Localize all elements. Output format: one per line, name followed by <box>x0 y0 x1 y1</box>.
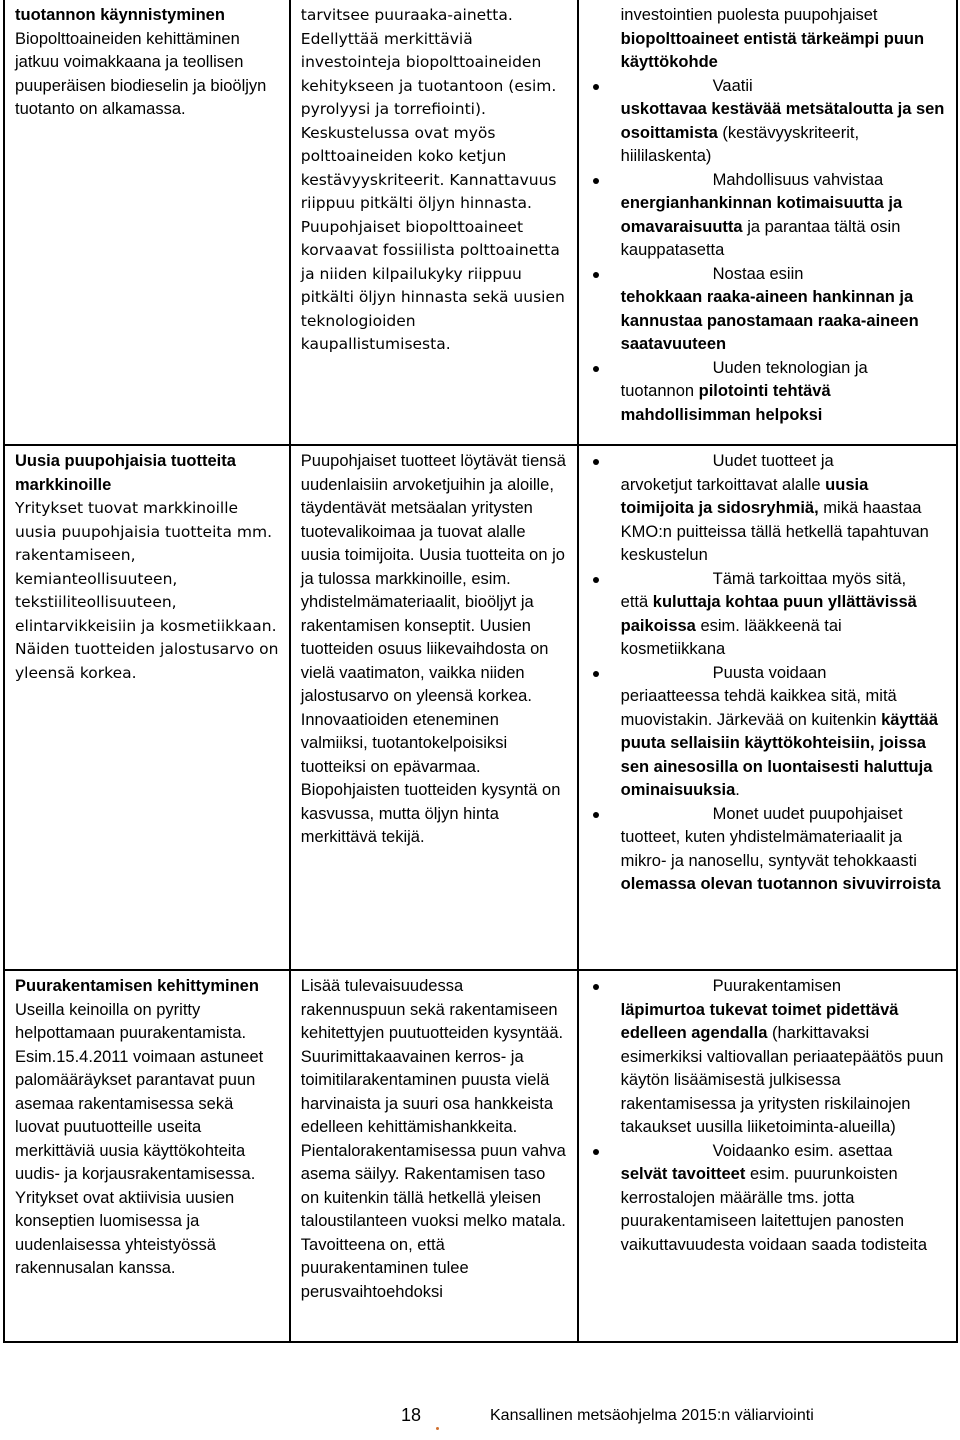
table-cell-impact <box>290 970 578 1342</box>
list-item: Puurakentamisen läpimurtoa tukevat toimet pidettävä edelleen agendalla (harkittavaksi esimerkiksi valtiovallan periaatepäätös puun käytön lisäämisestä julkisessa rakentamisessa ja yritysten riskilainojen takaukset uusilla liiketoiminta-alueilla) <box>589 975 946 1140</box>
document-table <box>3 0 958 1343</box>
table-cell-change <box>4 445 290 970</box>
bullet-icon <box>593 84 599 90</box>
list-item: Voidaanko esim. asettaa selvät tavoitteet esim. puurunkoisten kerrostalojen määrälle tms. jotta puurakentamiseen laitettujen panosten vaikuttavuudesta voidaan saada todisteita <box>589 1140 946 1258</box>
page-footer <box>0 1405 960 1431</box>
row-description: Useilla keinoilla on pyritty helpottamaan puurakentamista. Esim.15.4.2011 voimaan astuneet palomääräykset parantavat puun asemaa rakentamisessa sekä luovat puutuotteille useita merkittäviä uusia käyttökohteita uudis- ja korjausrakentamisessa. Yritykset ovat aktiivisia uusien konseptien luomisessa ja uudenlaisessa yhteistyössä rakennusalan kanssa. <box>15 1000 264 1277</box>
impact-text: tarvitsee puuraaka-ainetta. Edellyttää merkittäviä investointeja biopolttoaineiden kehitykseen ja tuotantoon (esim. pyrolyysi ja torrefiointi). Keskustelussa ovat myös polttoaineiden koko ketjun kestävyyskriteerit. Kannattavuus riippuu pitkälti öljyn hinnasta. Puupohjaiset biopolttoaineet korvaavat fossiilista polttoainetta ja niiden kilpailukyky riippuu pitkälti öljyn hinnasta sekä uusien teknologioiden kaupallistumisesta. <box>300 6 565 353</box>
row-title: Uusia puupohjaisia tuotteita markkinoille <box>15 452 236 494</box>
table-cell-impact <box>290 445 578 970</box>
row-title: tuotannon käynnistyminen <box>15 6 225 24</box>
list-item: Monet uudet puupohjaiset tuotteet, kuten yhdistelmämateriaalit ja mikro- ja nanosellu, syntyvät tehokkaasti olemassa olevan tuotannon sivuvirroista <box>589 803 946 897</box>
conclusion-intro: investointien puolesta puupohjaiset biopolttoaineet entistä tärkeämpi puun käyttökohde <box>620 6 925 71</box>
bullet-icon <box>593 577 599 583</box>
list-item: Puusta voidaan periaatteessa tehdä kaikkea sitä, mitä muovistakin. Järkevää on kuitenkin käyttää puuta sellaisiin käyttökohteisiin, joissa sen ainesosilla on luontaisesti haluttuja ominaisuuksia. <box>589 662 946 803</box>
footer-title: Kansallinen metsäohjelma 2015:n väliarviointi <box>490 1407 814 1424</box>
bullet-icon <box>593 812 599 818</box>
row-title: Puurakentamisen kehittyminen <box>15 977 259 995</box>
conclusion-list <box>589 975 946 1257</box>
row-description: Biopolttoaineiden kehittäminen jatkuu voimakkaana ja teollisen puuperäisen biodieselin ja bioöljyn tuotanto on alkamassa. <box>15 29 267 118</box>
page-number: 18 <box>401 1405 422 1425</box>
list-item: Vaatii uskottavaa kestävää metsätaloutta ja sen osoittamista (kestävyyskriteerit, hiililaskenta) <box>589 75 946 169</box>
conclusion-list <box>589 450 946 897</box>
bullet-icon <box>593 984 599 990</box>
table-cell-conclusions <box>578 0 957 445</box>
table-cell-conclusions <box>578 445 957 970</box>
table-row <box>4 970 957 1342</box>
list-item: Nostaa esiin tehokkaan raaka-aineen hankinnan ja kannustaa panostamaan raaka-aineen saatavuuteen <box>589 263 946 357</box>
list-item: Tämä tarkoittaa myös sitä, että kuluttaja kohtaa puun yllättävissä paikoissa esim. lääkkeenä tai kosmetiikkana <box>589 568 946 662</box>
list-item: Uuden teknologian ja tuotannon pilotointi tehtävä mahdollisimman helpoksi <box>589 357 946 428</box>
bullet-icon <box>593 178 599 184</box>
table-cell-conclusions <box>578 970 957 1342</box>
impact-text: Puupohjaiset tuotteet löytävät tiensä uudenlaisiin arvoketjuihin ja aloille, täydentävät metsäalan yritysten tuotevalikoimaa ja tuovat alalle uusia toimijoita. Uusia tuotteita on jo ja tulossa markkinoille, esim. yhdistelmämateriaalit, bioöljyt ja rakentamisen konseptit. Uusien tuotteiden osuus liikevaihdosta on vielä vaatimaton, vaikka niiden jalostusarvo on yleensä korkea. Innovaatioiden eteneminen valmiiksi, tuotantokelpoisiksi tuotteiksi on epävarmaa. Biopohjaisten tuotteiden kysyntä on kasvussa, mutta öljyn hinta merkittävä tekijä. <box>300 452 566 846</box>
bullet-icon <box>593 272 599 278</box>
table-cell-impact <box>290 0 578 445</box>
table-cell-change <box>4 970 290 1342</box>
table-row <box>4 0 957 445</box>
bullet-icon <box>593 459 599 465</box>
list-item: Uudet tuotteet ja arvoketjut tarkoittavat alalle uusia toimijoita ja sidosryhmiä, mikä haastaa KMO:n puitteissa tällä hetkellä tapahtuvan keskustelun <box>589 450 946 568</box>
impact-text: Lisää tulevaisuudessa rakennuspuun sekä rakentamiseen kehitettyjen puutuotteiden kysyntää. Suurimittakaavainen kerros- ja toimitilarakentaminen puusta vielä harvinaista ja suuri osa hankkeista edelleen kehittämishankkeita. Pientalorakentamisessa puun vahva asema säilyy. Rakentamisen taso on kuitenkin tällä hetkellä yleisen taloustilanteen vuoksi melko matala. Tavoitteena on, että puurakentaminen tulee perusvaihtoehdoksi <box>300 977 566 1301</box>
table-cell-change <box>4 0 290 445</box>
bullet-icon <box>593 366 599 372</box>
conclusion-list <box>589 75 946 428</box>
table-row <box>4 445 957 970</box>
bullet-icon <box>593 671 599 677</box>
bullet-icon <box>593 1149 599 1155</box>
row-description: Yritykset tuovat markkinoille uusia puupohjaisia tuotteita mm. rakentamiseen, kemianteollisuuteen, tekstiiliteollisuuteen, elintarvikkeisiin ja kosmetiikkaan. Näiden tuotteiden jalostusarvo on yleensä korkea. <box>15 499 279 682</box>
list-item: Mahdollisuus vahvistaa energianhankinnan kotimaisuutta ja omavaraisuutta ja parantaa tältä osin kauppatasetta <box>589 169 946 263</box>
decorative-dot <box>436 1427 439 1430</box>
